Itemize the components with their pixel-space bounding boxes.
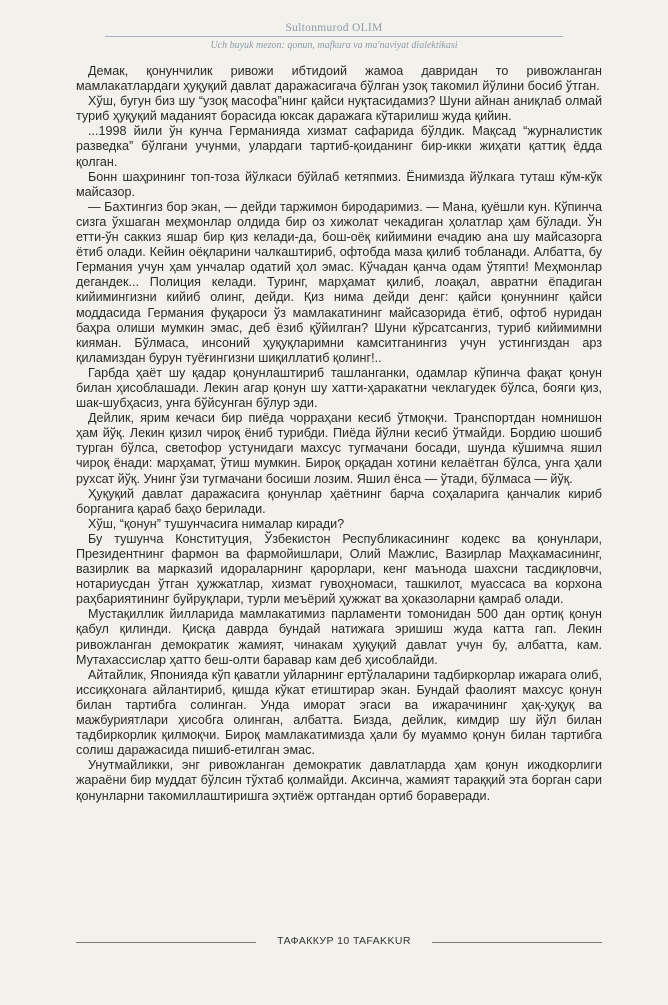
header-rule: [105, 36, 563, 37]
page-footer: [0, 933, 668, 953]
paragraph: Бонн шаҳрининг топ-тоза йўлкаси бўйлаб кетяпмиз. Ёнимизда йўлкага туташ кўм-кўк майсазор.: [76, 169, 602, 199]
paragraph: ...1998 йили ўн кунча Германияда хизмат сафарида бўлдик. Мақсад “журналистик разведка” бўлгани учунми, улардаги тартиб-қоиданинг бир-икки жиҳати қаттиқ ёдда қолган.: [76, 124, 602, 169]
footer-rule-right: [432, 942, 602, 943]
paragraph: Ҳуқуқий давлат даражасига қонунлар ҳаётнинг барча соҳаларига қанчалик кириб борганига қараб баҳо берилади.: [76, 486, 602, 516]
paragraph: Дейлик, ярим кечаси бир пиёда чорраҳани кесиб ўтмоқчи. Транспортдан номнишон ҳам йўқ. Лекин қизил чироқ ёниб турибди. Пиёда йўлни кесиб ўтмайди. Бордию шошиб турган бўлса, светофор устунидаги махсус тугмачани босади, шунда кўшимча яшил чироқ ёнади: марҳамат, ўтиш мумкин. Бироқ орқадан хотини келаётган бўлса, унга ҳали рухсат йўқ. Унинг ўзи тугмачани босиши лозим. Яшил ёнса — ўтади, бўлмаса — йўқ.: [76, 411, 602, 486]
paragraph: — Бахтингиз бор экан, — дейди таржимон биродаримиз. — Мана, қуёшли кун. Кўпинча сизга ўхшаган меҳмонлар олдида бир оз хижолат чекадиган ҳолатлар ҳам бўлади. Ўн етти-ўн саккиз яшар бир қиз келади-да, бош-оёқ кийимини ечадию ана шу майсазорга ётиб олади. Кейин оёқларини чалкаштириб, офтобда маза қилиб тобланади. Албатта, бу Германия учун ҳам унчалар одатий ҳол эмас. Кўчадан қанча одам ўтяпти! Меҳмонлар дегандек... Полиция келади. Туринг, марҳамат қилиб, лоақал, авратни ёпадиган кийимингизни кийиб олинг, дейди. Қиз нима дейди денг: қайси қонуннинг қайси моддасида Германия фуқароси ўз мамлакатининг майсазорида ётиб, офтоб нуридан баҳра олиши мумкин эмас, деб ёзиб қўйилган? Шуни кўрсатсангиз, туриб кийимимни кияман. Бўлмаса, инсоний ҳуқуқларимни камситганингиз учун устингиздан арз қиламиздан бурун туёғингизни шиқиллатиб қолинг!..: [76, 199, 602, 365]
paragraph: Мустақиллик йилларида мамлакатимиз парламенти томонидан 500 дан ортиқ қонун қабул қилинди. Қисқа даврда бундай натижага эришиш жуда катта гап. Лекин ривожланган демократик жамият, чинакам ҳуқуқий давлат учун бу, албатта, кам. Мутахассислар ҳатто беш-олти баравар кам деб ҳисоблайди.: [76, 607, 602, 667]
header-subtitle: Uch buyuk mezon: qonun, mafkura va ma'naviyat dialektikasi: [210, 40, 458, 51]
paragraph: Бу тушунча Конституция, Ўзбекистон Республикасининг кодекс ва қонунлари, Президентнинг фармон ва фармойишлари, Олий Мажлис, Вазирлар Маҳкамасининг, вазирлик ва марказий идораларнинг қарорлари, кенг маънода шахсни тасдиқловчи, нотариусдан ўтган ҳужжатлар, хизмат гувоҳномаси, ташкилот, муассаса ва корхона раҳбариятининг буйруқлари, турли меъёрий ҳужжат ва ҳоказоларни қамраб олади.: [76, 531, 602, 607]
running-header: [0, 0, 668, 60]
paragraph: Демак, қонунчилик ривожи ибтидоий жамоа давридан то ривожланган мамлакатлардаги ҳуқуқий давлат даражасигача бўлган узоқ такомил йўлини босиб ўтган.: [76, 64, 602, 94]
paragraph: Хўш, бугун биз шу “узоқ масофа”нинг қайси нуқтасидамиз? Шуни айнан аниқлаб олмай туриб ҳуқуқий маданият борасида юксак даражага кўтарилиш жуда қийин.: [76, 94, 602, 124]
paragraph: Айтайлик, Японияда кўп қаватли уйларнинг ертўлаларини тадбиркорлар ижарага олиб, иссиқхонага айлантириб, қишда кўкат етиштирар экан. Бундай фаолият махсус қонун билан тартибга солинган. Унда иморат эгаси ва ижарачининг ҳақ-ҳуқуқ ва мажбуриятлари ҳисобга олинган, албатта. Бизда, дейлик, кимдир шу йўл билан тадбиркорлик қилмоқчи. Бироқ мамлакатимизда ҳали бу муаммо қонун билан тартибга солиш даражасида пишиб-етилган эмас.: [76, 667, 602, 758]
paragraph: Унутмайликки, энг ривожланган демократик давлатларда ҳам қонун ижодкорлиги жараёни бир муддат бўлсин тўхтаб қолмайди. Аксинча, жамият тараққий эта борган сари қонунларни такомиллаштиришга эҳтиёж ортгандан ортиб бораверади.: [76, 758, 602, 803]
paragraph: Гарбда ҳаёт шу қадар қонунлаштириб ташланганки, одамлар кўпинча фақат қонун билан ҳисоблашади. Лекин агар қонун шу хатти-ҳаракатни чеклагудек бўлса, бояги қиз, шак-шубҳасиз, унга бўйсунган бўлур эди.: [76, 365, 602, 411]
footer-page-number: ТАФАККУР 10 TAFAKKUR: [277, 935, 411, 947]
footer-rule-left: [76, 942, 256, 943]
header-author: Sultonmurod OLIM: [285, 22, 383, 34]
paragraph: Хўш, “қонун” тушунчасига нималар киради?: [88, 516, 345, 531]
article-body: [76, 64, 602, 804]
